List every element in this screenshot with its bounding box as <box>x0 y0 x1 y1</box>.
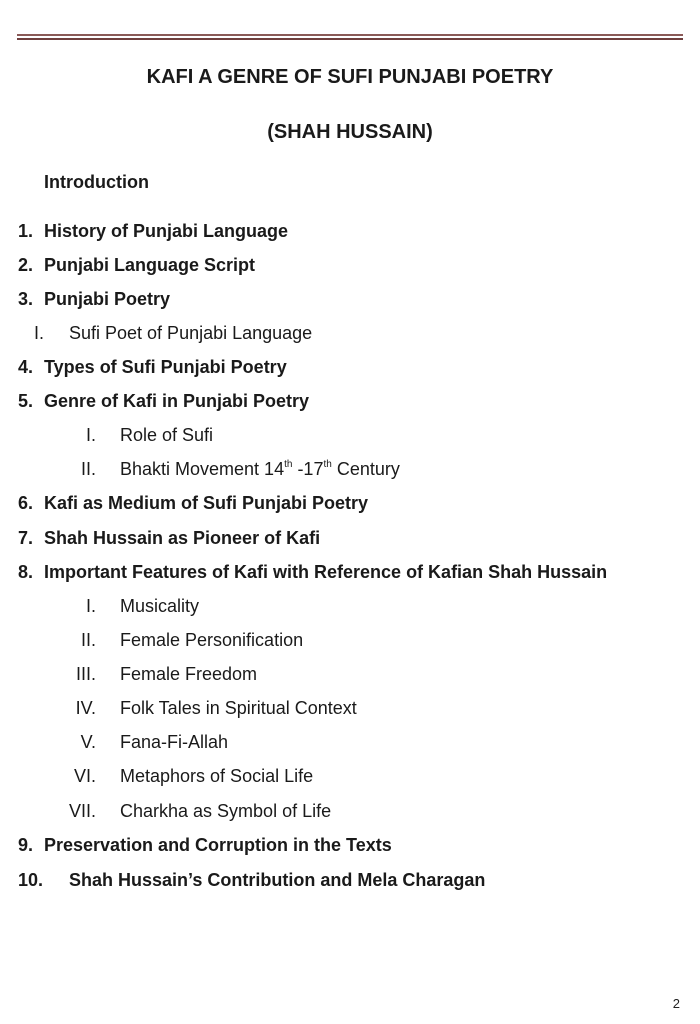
toc-item-text: Punjabi Poetry <box>44 289 171 309</box>
toc-subitem-number: I. <box>85 425 96 445</box>
toc-item-text: Punjabi Language Script <box>44 255 256 275</box>
toc-subitem-text: Folk Tales in Spiritual Context <box>120 698 357 718</box>
toc-item-number: 5. <box>18 391 34 411</box>
toc-item-text: Genre of Kafi in Punjabi Poetry <box>44 391 310 411</box>
toc-item-number: 4. <box>18 357 34 377</box>
intro-heading: Introduction <box>44 172 149 192</box>
toc-subitem-text: Metaphors of Social Life <box>120 766 314 786</box>
toc-item-text: Kafi as Medium of Sufi Punjabi Poetry <box>44 493 369 513</box>
superscript: th <box>284 459 293 470</box>
text-part: Bhakti Movement 14 <box>120 459 285 479</box>
header-rule-top <box>17 34 683 36</box>
superscript: th <box>323 459 332 470</box>
toc-subitem-number: VII. <box>68 801 96 821</box>
toc-subitem-text <box>120 458 400 480</box>
toc-item-number: 7. <box>18 528 34 548</box>
toc-subitem-number: I. <box>34 323 45 343</box>
page-number: 2 <box>672 996 680 1011</box>
toc-item-number: 1. <box>18 221 34 241</box>
toc-subitem-text: Charkha as Symbol of Life <box>120 801 332 821</box>
toc-item-text: History of Punjabi Language <box>44 221 289 241</box>
toc-subitem-text: Musicality <box>120 596 200 616</box>
toc-item-number: 6. <box>18 493 34 513</box>
toc-subitem-number: III. <box>75 664 96 684</box>
toc-subitem-number: V. <box>80 732 96 752</box>
toc-subitem-text: Female Personification <box>120 630 304 650</box>
toc-item-number: 2. <box>18 255 34 275</box>
toc-item-text: Types of Sufi Punjabi Poetry <box>44 357 287 377</box>
toc-item-text: Shah Hussain as Pioneer of Kafi <box>44 528 321 548</box>
text-part: Century <box>331 459 400 479</box>
toc-subitem-text: Fana-Fi-Allah <box>120 732 229 752</box>
toc-subitem-text: Female Freedom <box>120 664 258 684</box>
toc-item-number: 8. <box>18 562 34 582</box>
header-rule-bottom <box>17 38 683 40</box>
toc-subitem-text: Sufi Poet of Punjabi Language <box>69 323 313 343</box>
toc-item-number: 3. <box>18 289 34 309</box>
toc-item-number: 9. <box>18 835 34 855</box>
toc-item-text: Important Features of Kafi with Reference of Kafian Shah Hussain <box>44 562 608 582</box>
toc-item-number: 10. <box>18 870 44 890</box>
toc-subitem-number: VI. <box>73 766 96 786</box>
text-part: -17 <box>292 459 324 479</box>
document-subtitle: (SHAH HUSSAIN) <box>267 121 433 143</box>
toc-subitem-number: IV. <box>75 698 96 718</box>
toc-item-text: Preservation and Corruption in the Texts <box>44 835 392 855</box>
toc-subitem-text: Role of Sufi <box>120 425 214 445</box>
document-title: KAFI A GENRE OF SUFI PUNJABI POETRY <box>146 66 554 88</box>
toc-subitem-number: I. <box>85 596 96 616</box>
toc-subitem-number: II. <box>80 459 96 479</box>
toc-item-text: Shah Hussain’s Contribution and Mela Charagan <box>69 870 486 890</box>
toc-subitem-number: II. <box>80 630 96 650</box>
